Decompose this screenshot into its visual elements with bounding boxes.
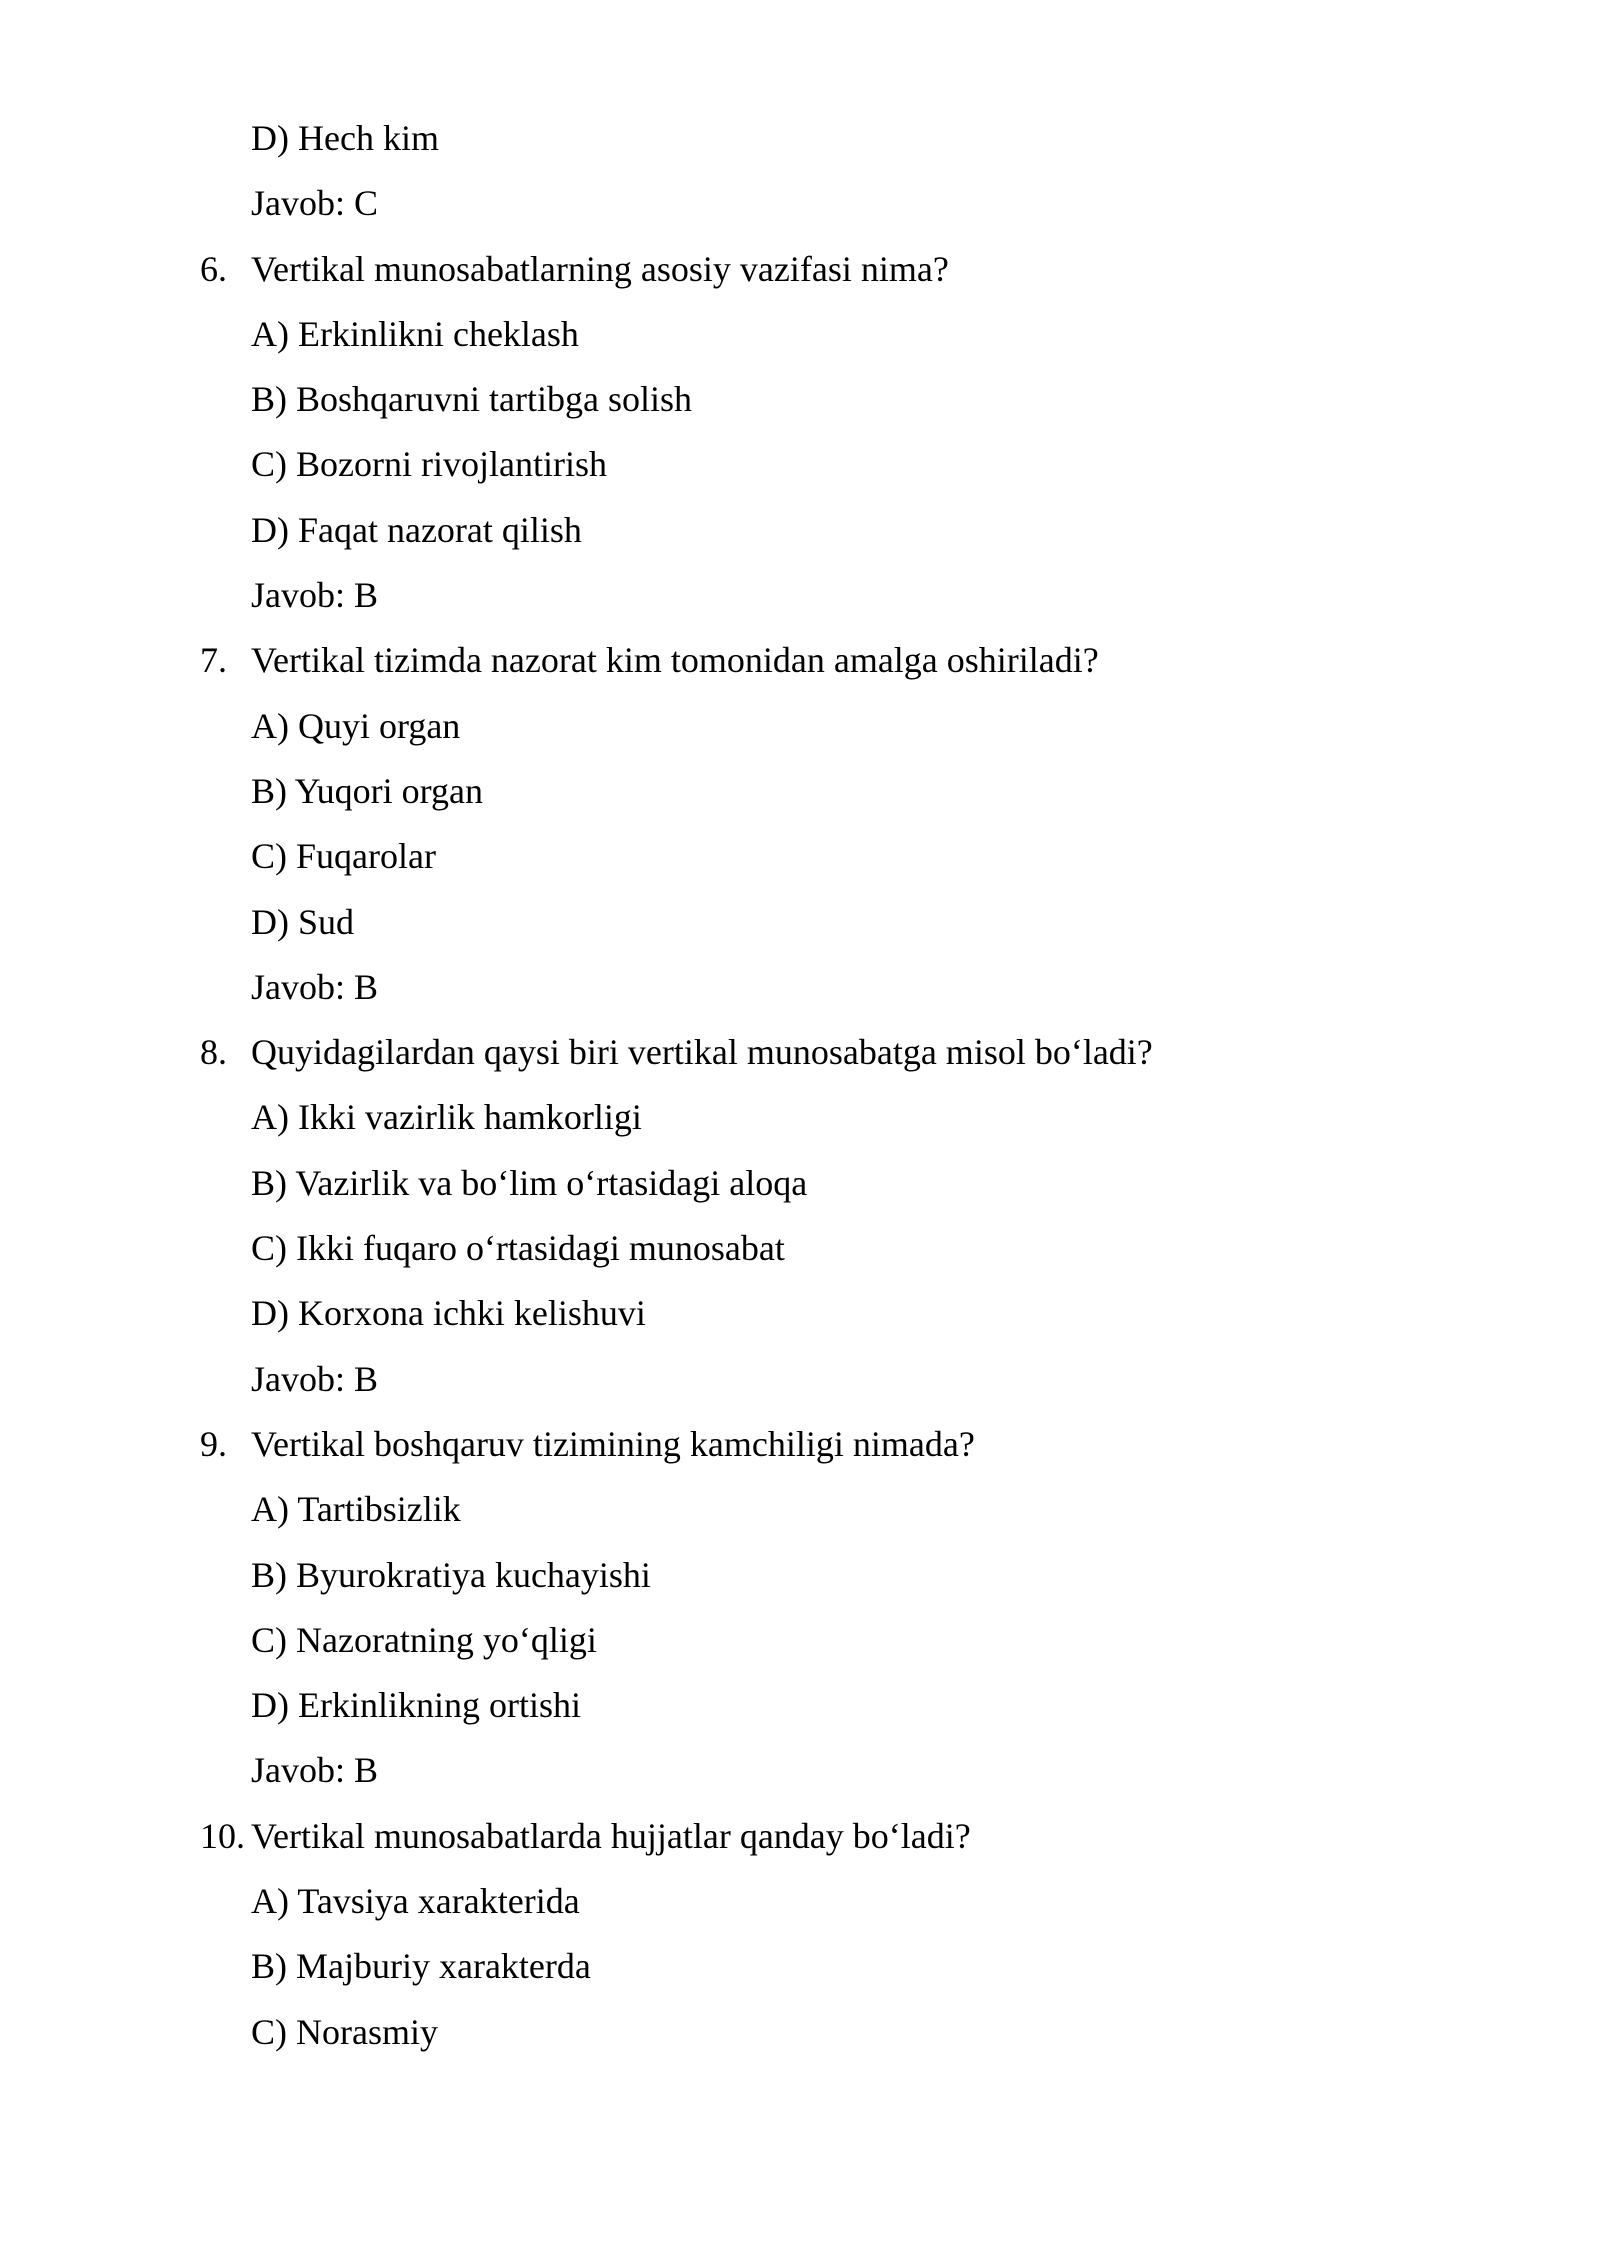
answer-text: Javob: B — [251, 575, 379, 616]
question-number: 6. — [200, 248, 227, 289]
option-text: A) Tartibsizlik — [251, 1489, 461, 1530]
question-item — [200, 1418, 1400, 1483]
question-item — [200, 1026, 1400, 1091]
question-text: Quyidagilardan qaysi biri vertikal munosabatga misol bo‘ladi? — [251, 1032, 1153, 1073]
question-text: Vertikal tizimda nazorat kim tomonidan amalga oshiriladi? — [251, 640, 1099, 681]
option-text: D) Korxona ichki kelishuvi — [251, 1293, 646, 1334]
document-body — [200, 112, 1400, 2071]
option-text: B) Vazirlik va bo‘lim o‘rtasidagi aloqa — [251, 1162, 808, 1203]
question-item — [200, 1810, 1400, 1875]
option-text: C) Ikki fuqaro o‘rtasidagi munosabat — [251, 1228, 785, 1269]
option-text: B) Byurokratiya kuchayishi — [251, 1554, 651, 1595]
option-text: C) Norasmiy — [251, 2011, 438, 2052]
question-number: 9. — [200, 1423, 227, 1464]
question-number: 7. — [200, 640, 227, 681]
option-text: D) Faqat nazorat qilish — [251, 509, 582, 550]
question-text: Vertikal munosabatlarda hujjatlar qanday bo‘ladi? — [251, 1815, 971, 1856]
option-text: C) Bozorni rivojlantirish — [251, 444, 607, 485]
option-text: B) Boshqaruvni tartibga solish — [251, 379, 692, 420]
option-text: D) Erkinlikning ortishi — [251, 1685, 581, 1726]
answer-text: Javob: B — [251, 1358, 379, 1399]
option-text: D) Sud — [251, 901, 355, 942]
option-text: C) Fuqarolar — [251, 836, 436, 877]
question-text: Vertikal boshqaruv tizimining kamchiligi nimada? — [251, 1423, 975, 1464]
question-text: Vertikal munosabatlarning asosiy vazifasi nima? — [251, 248, 949, 289]
question-item — [200, 634, 1400, 699]
option-text: C) Nazoratning yo‘qligi — [251, 1619, 597, 1660]
option-text: A) Tavsiya xarakterida — [251, 1881, 580, 1922]
answer-text: Javob: B — [251, 1750, 379, 1791]
question-number: 8. — [200, 1032, 227, 1073]
answer-text: Javob: C — [251, 183, 379, 224]
option-text: A) Quyi organ — [251, 705, 461, 746]
answer-text: Javob: B — [251, 966, 379, 1007]
option-text: A) Erkinlikni cheklash — [251, 313, 579, 354]
option-text: D) Hech kim — [251, 118, 439, 158]
option-text: B) Yuqori organ — [251, 770, 483, 811]
option-text: B) Majburiy xarakterda — [251, 1946, 591, 1987]
question-item — [200, 243, 1400, 308]
question-number: 10. — [200, 1815, 245, 1856]
option-text: A) Ikki vazirlik hamkorligi — [251, 1097, 642, 1138]
